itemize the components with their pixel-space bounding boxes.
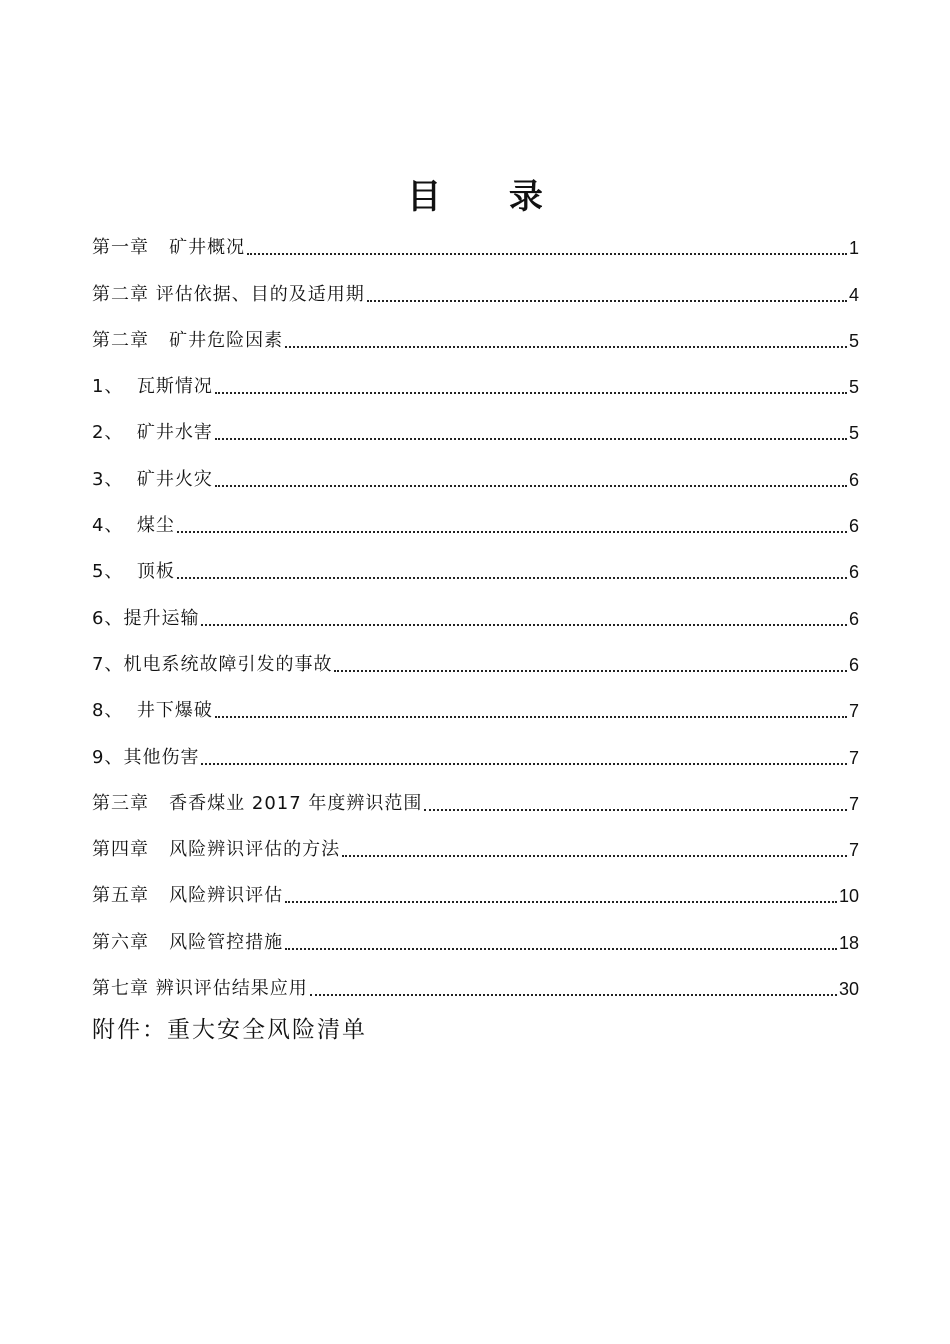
toc-entry-page: 7 [848, 747, 859, 768]
toc-leader-dots [342, 855, 847, 857]
toc-entry[interactable] [92, 589, 859, 635]
toc-entry-page: 5 [848, 330, 859, 351]
toc-entry-text: 5、 顶板 [92, 561, 175, 583]
toc-entry-page: 6 [848, 516, 859, 537]
toc-entry-text: 4、 煤尘 [92, 515, 175, 537]
toc-entry-page: 6 [848, 608, 859, 629]
toc-entry-page: 7 [848, 793, 859, 814]
toc-entry[interactable] [92, 636, 859, 682]
toc-entry-text: 9、其他伤害 [92, 746, 200, 768]
toc-entry-page: 5 [848, 377, 859, 398]
toc-entry-page: 5 [848, 423, 859, 444]
toc-leader-dots [215, 392, 847, 394]
toc-entry-text: 第五章 风险辨识评估 [92, 885, 284, 907]
toc-entry-text: 1、 瓦斯情况 [92, 376, 213, 398]
toc-entry-page: 4 [848, 284, 859, 305]
toc-entry-page: 18 [838, 932, 859, 953]
toc-entry-text: 第三章 香香煤业 2017 年度辨识范围 [92, 792, 423, 814]
toc-entry[interactable] [92, 450, 859, 496]
toc-entry[interactable] [92, 913, 859, 959]
toc-entry[interactable] [92, 821, 859, 867]
toc-entry-text: 第六章 风险管控措施 [92, 931, 284, 953]
toc-entry[interactable] [92, 543, 859, 589]
toc-entry-text: 第七章 辨识评估结果应用 [92, 978, 308, 1000]
toc-entry-text: 2、 矿井水害 [92, 422, 213, 444]
toc-entry-text: 7、机电系统故障引发的事故 [92, 653, 333, 675]
toc-entry-page: 6 [848, 562, 859, 583]
toc-entry-page: 10 [838, 886, 859, 907]
toc-leader-dots [285, 346, 847, 348]
toc-leader-dots [285, 901, 837, 903]
toc-entry-page: 7 [848, 701, 859, 722]
toc-leader-dots [367, 300, 847, 302]
appendix-heading: 附件：重大安全风险清单 [92, 1017, 367, 1043]
toc-entry-text: 第二章 矿井危险因素 [92, 329, 284, 351]
toc-entry[interactable] [92, 219, 859, 265]
toc-entry-text: 第二章 评估依据、目的及适用期 [92, 283, 365, 305]
toc-entry-page: 1 [848, 238, 859, 259]
toc-entry-page: 6 [848, 654, 859, 675]
table-of-contents [92, 219, 859, 1006]
toc-entry[interactable] [92, 775, 859, 821]
toc-leader-dots [285, 948, 837, 950]
toc-entry-text: 8、 井下爆破 [92, 700, 213, 722]
toc-entry-page: 30 [838, 979, 859, 1000]
toc-entry[interactable] [92, 728, 859, 774]
toc-leader-dots [215, 485, 847, 487]
toc-leader-dots [215, 438, 847, 440]
page-title: 目 录 [407, 177, 571, 217]
toc-leader-dots [177, 531, 847, 533]
toc-leader-dots [201, 624, 847, 626]
toc-entry[interactable] [92, 867, 859, 913]
toc-leader-dots [310, 994, 837, 996]
toc-entry-page: 6 [848, 469, 859, 490]
toc-entry-page: 7 [848, 840, 859, 861]
toc-entry-text: 第一章 矿井概况 [92, 237, 246, 259]
toc-entry[interactable] [92, 497, 859, 543]
toc-entry-text: 3、 矿井火灾 [92, 468, 213, 490]
toc-leader-dots [177, 577, 847, 579]
toc-entry[interactable] [92, 682, 859, 728]
toc-leader-dots [247, 253, 847, 255]
toc-entry[interactable] [92, 358, 859, 404]
toc-entry[interactable] [92, 265, 859, 311]
toc-leader-dots [424, 809, 847, 811]
toc-entry[interactable] [92, 312, 859, 358]
toc-leader-dots [215, 716, 847, 718]
toc-leader-dots [201, 763, 847, 765]
toc-entry[interactable] [92, 960, 859, 1006]
toc-entry-text: 6、提升运输 [92, 607, 200, 629]
toc-entry[interactable] [92, 404, 859, 450]
toc-entry-text: 第四章 风险辨识评估的方法 [92, 839, 341, 861]
toc-leader-dots [334, 670, 847, 672]
